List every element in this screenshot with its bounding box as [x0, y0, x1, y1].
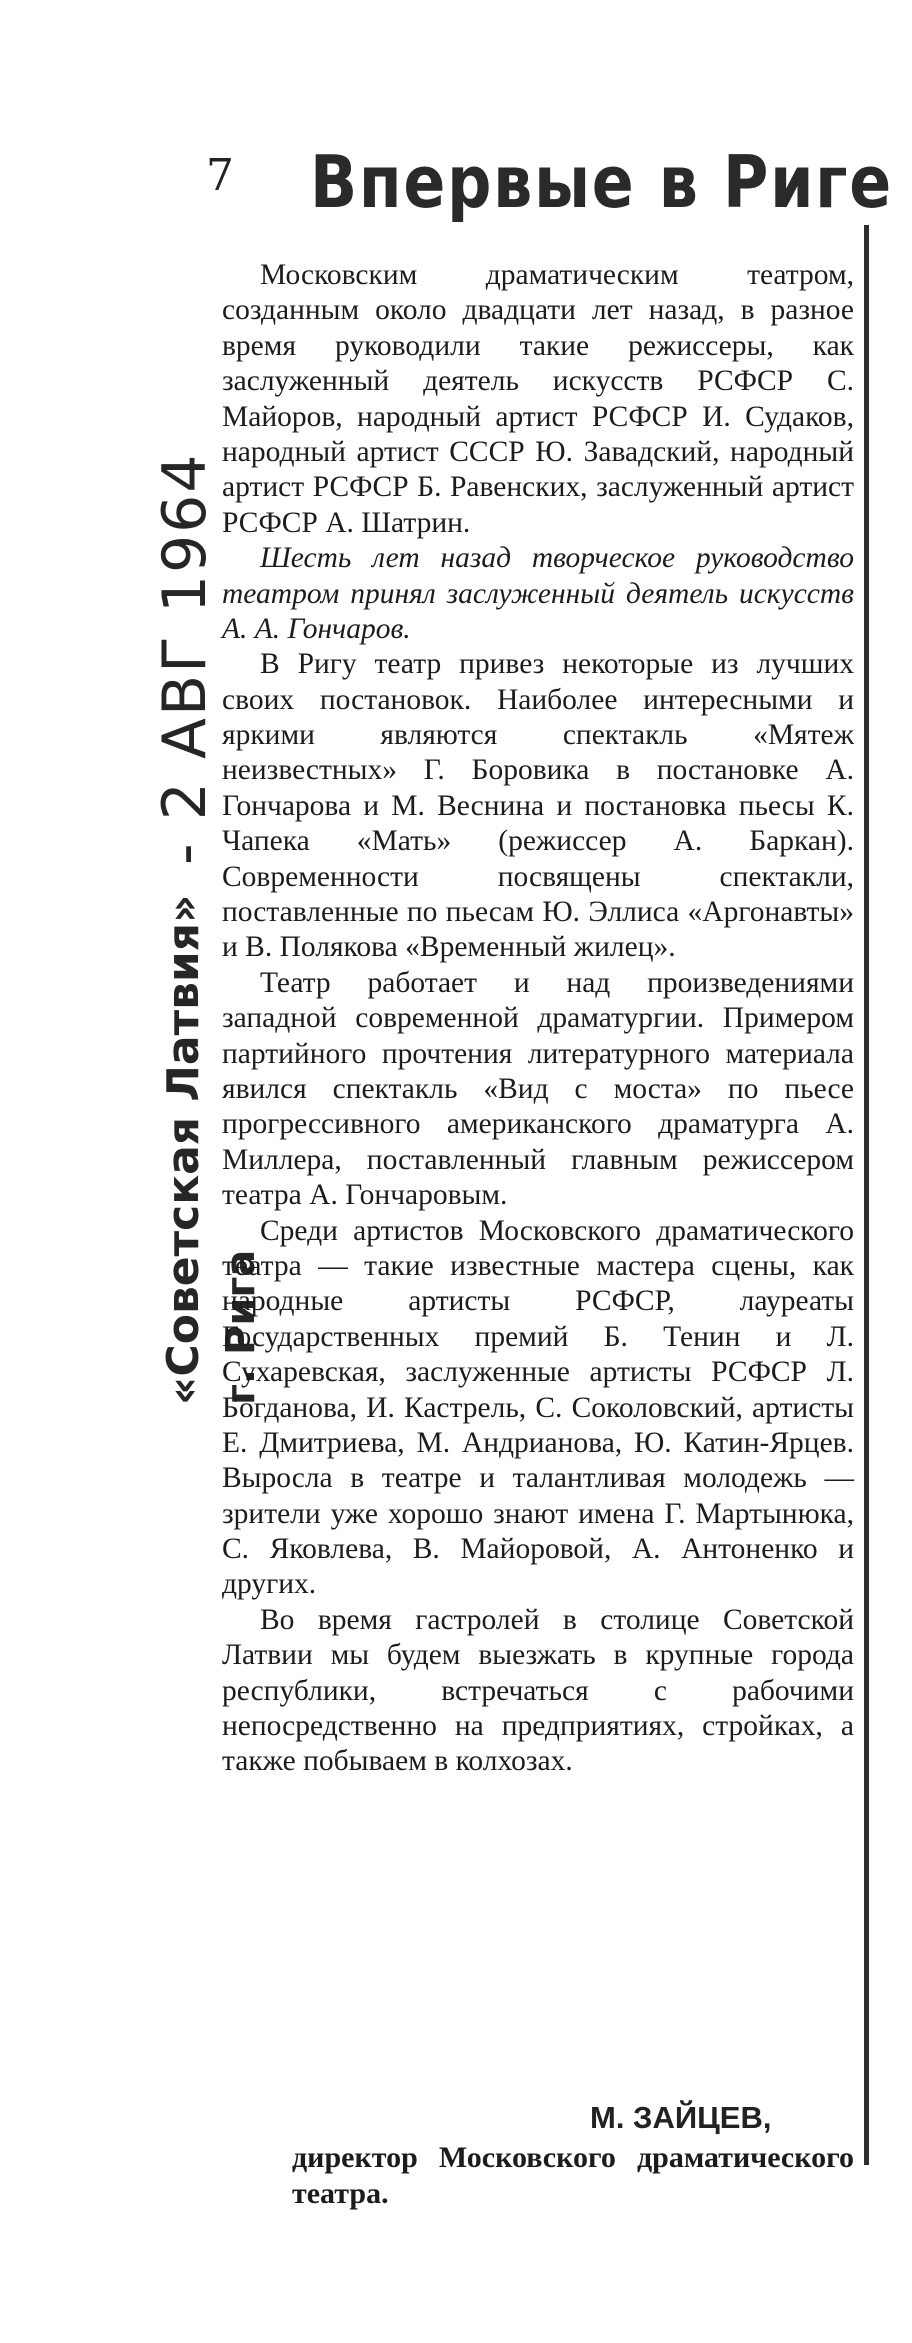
stamp-newspaper-name: «Советская Латвия» — [158, 894, 209, 1405]
paragraph-tour-plans: Во время гастролей в столице Советской Латвии мы будем выезжать в крупные города республики, встречаться с рабочими непосредственно на предприятиях, стройках, а также побываем в колхозах. — [222, 1603, 854, 1778]
page-number: 7 — [206, 150, 234, 201]
stamp-date: - 2 АВГ 1964 — [150, 452, 220, 865]
author-signature: М. ЗАЙЦЕВ, — [590, 2100, 772, 2135]
column-rule — [864, 225, 869, 2165]
article-body — [222, 258, 854, 1780]
paragraph-repertoire: В Ригу театр привез некоторые из лучших своих постановок. Наиболее интересными и яркими являются спектакль «Мятеж неизвестных» Г. Боровика в постановке А. Гончарова и М. Веснина и постановка пьесы К. Чапека «Мать» (режиссер А. Баркан). Современности посвящены спектакли, поставленные по пьесам Ю. Эллиса «Аргонавты» и В. Полякова «Временный жилец». — [222, 648, 854, 964]
author-role: директор Московского драматического театра. — [292, 2141, 854, 2210]
paragraph-history: Московским драматическим театром, созданным около двадцати лет назад, в разное время руководили такие режиссеры, как заслуженный деятель искусств РСФСР С. Майоров, народный артист РСФСР И. Судаков, народный артист СССР Ю. Завадский, народный артист РСФСР Б. Равенских, заслуженный артист РСФСР А. Шатрин. — [222, 259, 854, 539]
paragraph-western-drama: Театр работает и над произведениями западной современной драматургии. Примером партийного прочтения литературного материала явился спектакль «Вид с моста» по пьесе прогрессивного американского драматурга А. Миллера, поставленный главным режиссером театра А. Гончаровым. — [222, 966, 854, 1212]
paragraph-leadership: Шесть лет назад творческое руководство театром принял заслуженный деятель искусств А. А. Гончаров. — [222, 542, 854, 645]
stamp-city: г. Рига — [218, 1249, 264, 1405]
headline: Впервые в Риге — [310, 140, 893, 224]
paragraph-actors: Среди артистов Московского драматического театра — такие известные мастера сцены, как народные артисты РСФСР, лауреаты Государственных премий Б. Тенин и Л. Сухаревская, заслуженные артисты РСФСР Л. Богданова, И. Кастрель, С. Соколовский, артисты Е. Дмитриева, М. Андрианова, Ю. Катин-Ярцев. Выросла в театре и талантливая молодежь — зрители уже хорошо знают имена Г. Мартынюка, С. Яковлева, В. Майоровой, А. Антоненко и других. — [222, 1214, 854, 1601]
